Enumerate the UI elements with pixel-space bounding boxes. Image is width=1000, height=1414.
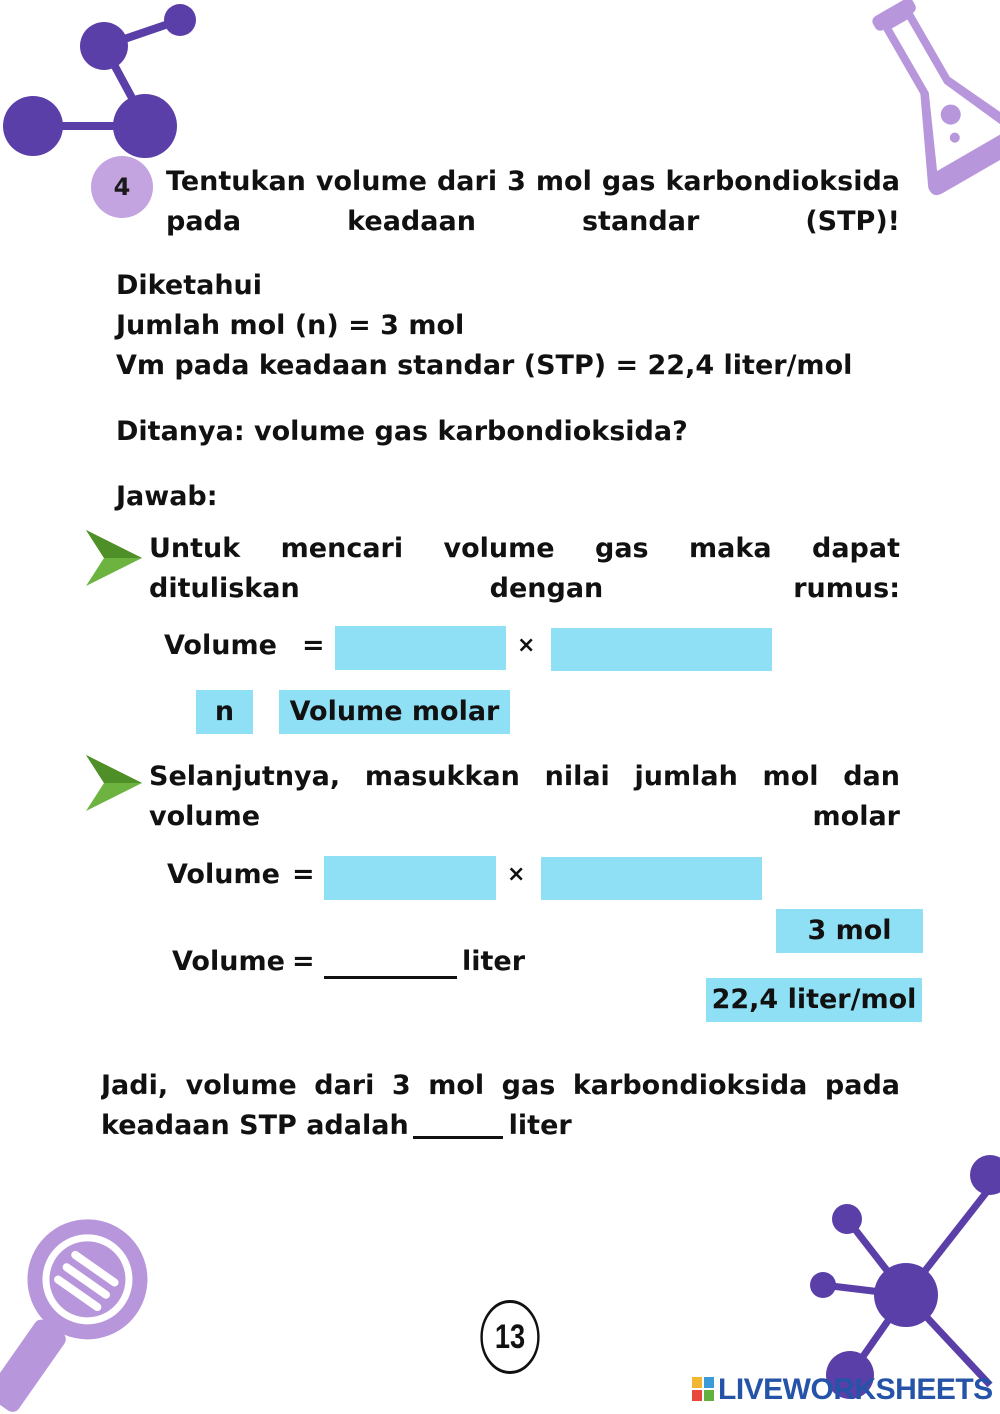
- conclusion-text: [101, 1106, 900, 1146]
- option-3-mol[interactable]: 3 mol: [776, 909, 923, 953]
- formula2-drop-box-2[interactable]: [541, 857, 762, 900]
- answer-heading: Jawab:: [116, 481, 218, 512]
- conclusion-line-1: Jadi, volume dari 3 mol gas karbondioksida pada: [101, 1070, 900, 1101]
- formula1-label: Volume: [164, 630, 277, 661]
- conclusion-source: [0, 0, 1, 1]
- result-equals: =: [292, 946, 315, 977]
- formula1-equals: =: [302, 630, 325, 661]
- option-22-4-liter-per-mol[interactable]: 22,4 liter/mol: [706, 978, 922, 1022]
- formula2-label: Volume: [167, 859, 280, 890]
- conclusion-answer-field[interactable]: [413, 1106, 503, 1139]
- arrow-icon: [84, 753, 144, 813]
- asked-text: Ditanya: volume gas karbondioksida?: [116, 416, 688, 447]
- result-unit: liter: [462, 946, 526, 977]
- conclusion: [101, 1066, 900, 1106]
- molecule-decoration-top-left: [0, 0, 210, 170]
- brand-logo: [692, 1373, 993, 1407]
- option-volume-molar[interactable]: Volume molar: [279, 690, 510, 734]
- option-n[interactable]: n: [196, 690, 253, 734]
- known-moles: Jumlah mol (n) = 3 mol: [116, 310, 465, 341]
- formula1-drop-box-2[interactable]: [551, 628, 772, 671]
- brand-text: LIVEWORKSHEETS: [718, 1373, 993, 1406]
- formula2-drop-box-1[interactable]: [324, 856, 496, 900]
- formula1-drop-box-1[interactable]: [335, 626, 506, 670]
- formula2-times: ×: [507, 862, 526, 887]
- step1-text: Untuk mencari volume gas maka dapat dituliskan dengan rumus:: [149, 533, 900, 604]
- result-answer-field[interactable]: [324, 946, 457, 979]
- result-label: Volume: [172, 946, 285, 977]
- conclusion-unit: liter: [508, 1110, 572, 1141]
- question-text: Tentukan volume dari 3 mol gas karbondioksida pada keadaan standar (STP)!: [166, 166, 900, 237]
- brand-icon: [692, 1377, 716, 1403]
- known-heading: Diketahui: [116, 270, 263, 301]
- arrow-icon: [84, 528, 144, 588]
- magnifier-decoration-bottom-left: [0, 1215, 150, 1414]
- step2-text: Selanjutnya, masukkan nilai jumlah mol dan volume molar: [149, 761, 900, 832]
- formula1-times: ×: [517, 633, 536, 658]
- conclusion-line-2: keadaan STP adalah: [101, 1110, 409, 1141]
- question-number-badge: 4: [91, 156, 153, 218]
- formula2-equals: =: [292, 859, 315, 890]
- known-molar-volume: Vm pada keadaan standar (STP) = 22,4 liter/mol: [116, 350, 853, 381]
- page-number: 13: [480, 1300, 539, 1374]
